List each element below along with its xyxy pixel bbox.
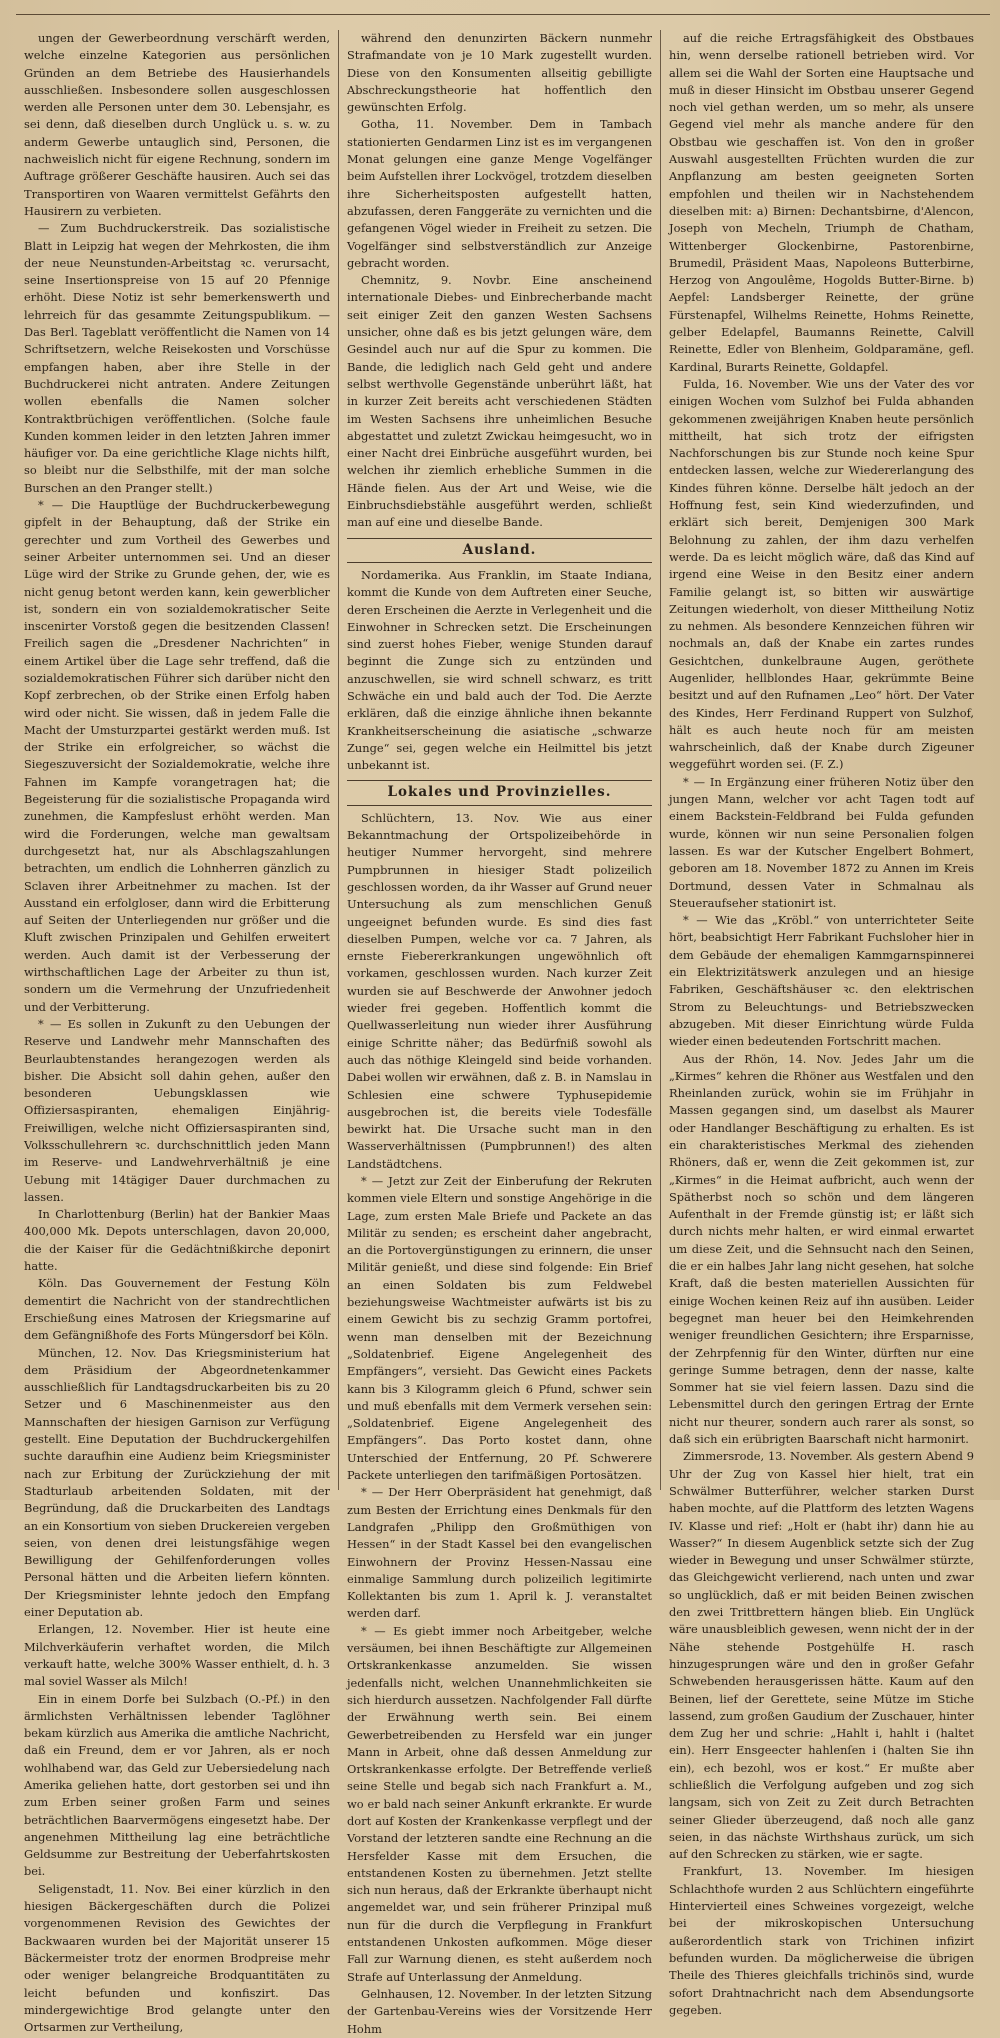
section-heading-ausland: Ausland. bbox=[347, 538, 652, 563]
article-buchdruckerstreik: — Zum Buchdruckerstreik. Das sozialistische Blatt in Leipzig hat wegen der Mehrkosten, die ihm der neue Neunstunden-Arbeitstag ꝛc. verursacht, seine Insertionspreise von 15 auf 20 Pfennige erhöht. Diese Notiz ist sehr bemerkenswerth und lehrreich für das gesammte Zeitungspublikum. — Das Berl. Tageblatt veröffentlicht die Namen von 14 Schriftsetzern, welche Reisekosten und Vorschüsse empfangen haben, aber ihre Stelle in der Buchdruckerei nicht antraten. Andere Zeitungen wollen ebenfalls die Namen solcher Kontraktbrüchigen veröffentlichen. (Solche faule Kunden kommen leider in den letzten Jahren immer häufiger vor. Da eine gerichtliche Klage nichts hilft, so bleibt nur die Selbsthilfe, mit der man solche Burschen an den Pranger stellt.) bbox=[24, 221, 330, 495]
top-rule bbox=[16, 14, 990, 15]
article-fulda: Fulda, 16. November. Wie uns der Vater des vor einigen Wochen vom Sulzhof bei Fulda abhanden gekommenen zweijährigen Knaben heute persönlich mittheilt, hat sich trotz der eifrigsten Nachforschungen bis zur Stunde noch keine Spur entdecken lassen, welche zur Wiedererlangung des Kindes führen könne. Derselbe hält jedoch an der Hoffnung fest, sein Kind wiederzufinden, und erklärt sich bereit, Demjenigen 300 Mark Belohnung zu zahlen, der ihm dazu verhelfen werde. Da es leicht möglich wäre, daß das Kind auf irgend eine Weise in den Besitz einer andern Familie gelangt ist, so bitten wir auswärtige Zeitungen wiederholt, von dieser Mittheilung Notiz zu nehmen. Als besondere Kennzeichen führen wir nochmals an, daß der Knabe ein zartes rundes Gesichtchen, dunkelbraune Augen, geröthete Augenlider, hellblondes Haar, gekrümmte Beine besitzt und auf den Rufnamen „Leo“ hört. Der Vater des Kindes, Herr Ferdinand Ruppert von Sulzhof, hält es auch heute noch für am meisten wahrscheinlich, daß der Knabe durch Zigeuner weggeführt worden sei. (F. Z.) bbox=[669, 376, 974, 772]
article-koeln: Köln. Das Gouvernement der Festung Köln dementirt die Nachricht von der standrechtlichen Erschießung eines Matrosen der Kriegsmarine auf dem Gefängnißhofe des Forts Müngersdorf bei Köln. bbox=[24, 1276, 330, 1343]
article-ortskrankenkasse: * — Es giebt immer noch Arbeitgeber, welche versäumen, bei ihnen Beschäftigte zur Allgemeinen Ortskrankenkasse anzumelden. Sie wissen jedenfalls nicht, welchen Unannehmlichkeiten sie sich hierdurch aussetzen. Nachfolgender Fall dürfte der Erwähnung werth sein. Bei einem Gewerbetreibenden zu Hersfeld war ein junger Mann in Arbeit, ohne daß dessen Anmeldung zur Ortskrankenkasse erfolgte. Der Betreffende verließ seine Stelle und begab sich nach Frankfurt a. M., wo er bald nach seiner Ankunft erkrankte. Er wurde dort auf Kosten der Krankenkasse verpflegt und der Vorstand der letzteren sandte eine Rechnung an die Hersfelder Kasse mit dem Ersuchen, die entstandenen Kosten zu übernehmen. Jetzt stellte sich nun heraus, daß der Erkrankte überhaupt nicht angemeldet war, und sein früherer Prinzipal muß nun für die durch die Verpflegung in Frankfurt entstandenen Unkosten aufkommen. Möge dieser Fall zur Warnung dienen, es steht außerdem noch Strafe auf Unterlassung der Anmeldung. bbox=[347, 1623, 652, 1984]
article-frankfurt: Frankfurt, 13. November. Im hiesigen Schlachthofe wurden 2 aus Schlüchtern eingeführte Hintervierteil eines Schweines vorgezeigt, welche bei der mikroskopischen Untersuchung außerordentlich stark von Trichinen infizirt befunden wurden. Da möglicherweise die übrigen Theile des Thieres gleichfalls trichinös sind, wurde sofort Drahtnachricht nach dem Absendungsorte gegeben. bbox=[669, 1864, 974, 2017]
columns bbox=[16, 30, 990, 2036]
article-nordamerika: Nordamerika. Aus Franklin, im Staate Indiana, kommt die Kunde von dem Auftreten einer Seuche, deren Erscheinen die Aerzte in Verlegenheit und die Einwohner in Schrecken setzt. Die Erscheinungen sind zuerst hohes Fieber, wenige Stunden darauf beginnt die Zunge sich zu entzünden und anzuschwellen, sie wird schnell schwarz, es tritt Schwäche ein und bald auch der Tod. Die Aerzte erklären, daß die einzige ähnliche ihnen bekannte Krankheitserscheinung die asiatische „schwarze Zunge“ sei, gegen welche ein Heilmittel bis jetzt unbekannt ist. bbox=[347, 567, 652, 773]
article-chemnitz: Chemnitz, 9. Novbr. Eine anscheinend internationale Diebes- und Einbrecherbande macht seit einiger Zeit den ganzen Westen Sachsens unsicher, ohne daß es bis jetzt gelungen wäre, dem Gesindel auch nur auf die Spur zu kommen. Die Bande, die lediglich nach Geld geht und andere selbst werthvolle Gegenstände unberührt läßt, hat in kurzer Zeit bereits acht verschiedenen Städten im Westen Sachsens ihre unheimlichen Besuche abgestattet und zuletzt Zwickau heimgesucht, wo in einer Nacht drei Einbrüche ausgeführt wurden, bei welchen ihr ziemlich erhebliche Summen in die Hände fielen. Aus der Art und Weise, wie die Einbruchsdiebstähle ausgeführt werden, schließt man auf eine und dieselbe Bande. bbox=[347, 273, 652, 530]
article-hauptluege: * — Die Hauptlüge der Buchdruckerbewegung gipfelt in der Behauptung, daß der Strike ein gerechter und zum Vortheil des Gewerbes und seiner Arbeiter unternommen sei. Und an dieser Lüge wird der Strike zu Grunde gehen, der, wie es nicht genug betont werden kann, kein gewerblicher ist, sondern ein von sozialdemokratischer Seite inscenirter Vorstoß gegen die besitzenden Classen! Freilich sagen die „Dresdener Nachrichten“ in einem Artikel über die Lage sehr treffend, daß die sozialdemokratischen Führer sich darüber nicht den Kopf zerbrechen, ob der Strike einen Erfolg haben wird oder nicht. Sie wissen, daß in jedem Falle die Macht der Umsturzpartei gestärkt werden muß. Ist der Strike ein erfolgreicher, so wächst die Siegeszuversicht der Sozialdemokratie, welche ihre Fahnen im Kampfe vorangetragen hat; die Begeisterung für die sozialistische Propaganda wird zunehmen, die Kampfeslust erhöht werden. Man wird die Forderungen, welche man gewaltsam durchgesetzt hat, nur als Abschlagszahlungen betrachten, um endlich die Lohnherren gänzlich zu Sclaven ihrer Arbeitnehmer zu machen. Ist der Ausstand ein erfolgloser, dann wird die Erbitterung auf Seiten der Unterliegenden nur größer und die Kluft zwischen Prinzipalen und Gehilfen erweitert werden. Auch damit ist der Verbesserung der wirthschaftlichen Lage der Arbeiter zu thun ist, sondern um die Vermehrung der Unzufriedenheit und der Verbitterung. bbox=[24, 498, 330, 1014]
section-heading-lokales: Lokales und Provinzielles. bbox=[347, 780, 652, 805]
article-zimmersrode: Zimmersrode, 13. November. Als gestern Abend 9 Uhr der Zug von Kassel hier hielt, trat ein Schwälmer Butterführer, welcher starken Durst haben mochte, auf die Plattform des letzten Wagens IV. Klasse und rief: „Holt er (habt ihr) dann hie au Wasser?“ In diesem Augenblick setzte sich der Zug wieder in Bewegung und unser Schwälmer stürzte, das Gleichgewicht verlierend, nach unten und zwar so unglücklich, daß er mit beiden Beinen zwischen den zwei Trittbrettern hängen blieb. Ein Unglück wäre unausbleiblich gewesen, wenn nicht der in der Nähe stehende Postgehülfe H. rasch hinzugesprungen wäre und den in großer Gefahr Schwebenden herausgerissen hätte. Kaum auf den Beinen, lief der Gerettete, seine Mütze im Stiche lassend, zum großen Gaudium der Zuschauer, hinter dem Zug her und schrie: „Hahlt i, hahlt i (haltet ein). Herr Ensgeecter hahlenſen i (halten Sie ihn ein), ech bezohl, wos er kost.“ Er mußte aber schließlich die Verfolgung aufgeben und zog sich langsam, sich von Zeit zu Zeit durch Betrachten seiner Glieder überzeugend, daß noch alle ganz seien, in das nächste Wirthshaus zurück, um sich auf den Schrecken zu stärken, wie er sagte. bbox=[669, 1449, 974, 1862]
article-seligenstadt-cont: während den denunzirten Bäckern nunmehr Strafmandate von je 10 Mark zugestellt wurden. Diese von den Konsumenten allseitig gebilligte Abschreckungstheorie hat hoffentlich den gewünschten Erfolg. bbox=[347, 31, 652, 115]
article-fulda-ergaenzung: * — In Ergänzung einer früheren Notiz über den jungen Mann, welcher vor acht Tagen todt auf einem Backstein-Feldbrand bei Fulda gefunden wurde, können wir nun seine Personalien folgen lassen. Es war der Kutscher Engelbert Bohmert, geboren am 18. November 1872 zu Annen im Kreis Dortmund, dessen Vater in Schmalnau als Steueraufseher stationirt ist. bbox=[669, 774, 974, 910]
column-3 bbox=[660, 30, 982, 2017]
article-gotha: Gotha, 11. November. Dem in Tambach stationierten Gendarmen Linz ist es im vergangenen Monat gelungen eine ganze Menge Vogelfänger beim Aufstellen ihrer Lockvögel, trotzdem dieselben ihre Sicherheitsposten aufgestellt hatten, abzufassen, deren Fanggeräte zu vernichten und die gefangenen Vögel wieder in Freiheit zu setzen. Die Vogelfänger sind selbstverständlich zur Anzeige gebracht worden. bbox=[347, 117, 652, 270]
article-sulzbach: Ein in einem Dorfe bei Sulzbach (O.-Pf.) in den ärmlichsten Verhältnissen lebender Taglöhner bekam kürzlich aus Amerika die amtliche Nachricht, daß ein Freund, dem er vor Jahren, als er noch wohlhabend war, das Geld zur Uebersiedelung nach Amerika geliehen hatte, dort gestorben sei und ihn zum Erben seiner großen Farm und seines beträchtlichen Baarvermögens eingesetzt habe. Der angenehmen Mittheilung lag eine beträchtliche Geldsumme zur Bestreitung der Ueberfahrtskosten bei. bbox=[24, 1691, 330, 1879]
article-denkmal-philipp: * — Der Herr Oberpräsident hat genehmigt, daß zum Besten der Errichtung eines Denkmals für den Landgrafen „Philipp den Großmüthigen von Hessen“ in der Stadt Kassel bei den evangelischen Einwohnern der Provinz Hessen-Nassau eine einmalige Sammlung durch polizeilich legitimirte Kollektanten bis zum 1. April k. J. veranstaltet werden darf. bbox=[347, 1485, 652, 1621]
column-2 bbox=[338, 30, 660, 2036]
article-rekruten-porto: * — Jetzt zur Zeit der Einberufung der Rekruten kommen viele Eltern und sonstige Angehörige in die Lage, zum ersten Male Briefe und Packete an das Militär zu senden; es erscheint daher angebracht, an die Portovergünstigungen zu erinnern, die unser Militär genießt, und diese sind folgende: Ein Brief an einen Soldaten bis zum Feldwebel beziehungsweise Wachtmeister aufwärts ist bis zu einem Gewicht bis zu sechzig Gramm portofrei, wenn man denselben mit der Bezeichnung „Soldatenbrief. Eigene Angelegenheit des Empfängers“, versieht. Das Gewicht eines Packets kann bis 3 Kilogramm gleich 6 Pfund, schwer sein und muß ebenfalls mit dem Vermerk versehen sein: „Soldatenbrief. Eigene Angelegenheit des Empfängers“. Das Porto kostet dann, ohne Unterschied der Entfernung, 20 Pf. Schwerere Packete unterliegen den tarifmäßigen Portosätzen. bbox=[347, 1174, 652, 1483]
article-muenchen: München, 12. Nov. Das Kriegsministerium hat dem Präsidium der Abgeordnetenkammer ausschließlich für Landtagsdruckarbeiten bis zu 20 Setzer und 6 Maschinenmeister aus den Mannschaften der hiesigen Garnison zur Verfügung gestellt. Eine Deputation der Buchdruckergehilfen suchte daraufhin eine Audienz beim Kriegsminister nach zur Erbitung der Zurückziehung der mit Stadturlaub arbeitenden Soldaten, mit der Begründung, daß die Druckarbeiten des Landtags an ein Konsortium von sieben Druckereien vergeben seien, von denen drei leistungsfähige wegen Bewilligung der Gehilfenforderungen volles Personal hätten und die Arbeiten liefern könnten. Der Kriegsminister lehnte jedoch den Empfang einer Deputation ab. bbox=[24, 1345, 330, 1620]
article-hausierhandel: ungen der Gewerbeordnung verschärft werden, welche einzelne Kategorien aus persönlichen Gründen an dem Betriebe des Hausierhandels ausschließen. Insbesondere sollen ausgeschlossen werden alle Personen unter dem 30. Lebensjahr, es sei denn, daß dieselben durch Unglück u. s. w. zu anderm Gewerbe untauglich sind, Personen, die nachweislich nicht für eigene Rechnung, sondern im Auftrage größerer Geschäfte hausiren. Auch sei das Transportiren von Waaren vermittelst Gefährts den Hausirern zu verbieten. bbox=[24, 31, 330, 218]
column-1 bbox=[16, 30, 338, 2035]
article-obstbau: auf die reiche Ertragsfähigkeit des Obstbaues hin, wenn derselbe rationell betrieben wird. Vor allem sei die Wahl der Sorten eine Hauptsache und muß in dieser Hinsicht im Obstbau unserer Gegend noch viel gethan werden, um so mehr, als unsere Gegend viel mehr als manche andere für den Obstbau wie geschaffen ist. Von den in großer Auswahl ausgestellten Früchten wurden die zur Anpflanzung am besten geeigneten Sorten empfohlen und theilen wir in Nachstehendem dieselben mit: a) Birnen: Dechantsbirne, d'Alencon, Joseph von Mecheln, Triumph de Chatham, Wittenberger Glockenbirne, Pastorenbirne, Brumedil, Präsident Maas, Napoleons Butterbirne, Herzog von Angoulême, Hogolds Butter-Birne. b) Aepfel: Landsberger Reinette, der grüne Fürstenapfel, Wilhelms Reinette, Hohms Reinette, gelber Edelapfel, Baumanns Reinette, Calvill Reinette, Edler von Blenheim, Goldparamäne, gefl. Kardinal, Burarts Reinette, Goldapfel. bbox=[669, 31, 974, 374]
article-gelnhausen: Gelnhausen, 12. November. In der letzten Sitzung der Gartenbau-Vereins wies der Vorsitzende Herr Hohm bbox=[347, 1986, 652, 2036]
article-schluechtern: Schlüchtern, 13. Nov. Wie aus einer Bekanntmachung der Ortspolizeibehörde in heutiger Nummer hervorgeht, sind mehrere Pumpbrunnen in hiesiger Stadt polizeilich geschlossen worden, da ihr Wasser auf Grund neuer Untersuchung als zum menschlichen Genuß ungeeignet befunden wurde. Es sind dies fast dieselben Pumpen, welche vor ca. 7 Jahren, als ernste Fiebererkrankungen ungewöhnlich oft vorkamen, geschlossen wurden. Nach kurzer Zeit wurden sie auf Beschwerde der Anwohner jedoch wieder frei gegeben. Hoffentlich kommt die Quellwasserleitung nun wieder ihrer Ausführung einige Schritte näher; das Bedürfniß sowohl als auch das nöthige Kleingeld sind beide vorhanden. Dabei wollen wir erwähnen, daß z. B. in Namslau in Schlesien eine schwere Typhusepidemie ausgebrochen ist, die bereits viele Todesfälle bewirkt hat. Die Ursache sucht man in den Wasserverhältnissen (Pumpbrunnen!) des alten Landstädtchens. bbox=[347, 810, 652, 1171]
article-seligenstadt: Seligenstadt, 11. Nov. Bei einer kürzlich in den hiesigen Bäckergeschäften durch die Polizei vorgenommenen Revision des Gewichtes der Backwaaren wurden bei der Majorität unserer 15 Bäckermeister trotz der enormen Brodpreise mehr oder weniger belangreiche Brodquantitäten zu leicht befunden und konfiszirt. Das mindergewichtige Brod gelangte unter den Ortsarmen zur Vertheilung, bbox=[24, 1881, 330, 2035]
article-charlottenburg: In Charlottenburg (Berlin) hat der Bankier Maas 400,000 Mk. Depots unterschlagen, davon 20,000, die der Kaiser für die Gedächtnißkirche deponirt hatte. bbox=[24, 1207, 330, 1274]
article-reserve-uebungen: * — Es sollen in Zukunft zu den Uebungen der Reserve und Landwehr mehr Mannschaften des Beurlaubtenstandes herangezogen werden als bisher. Die Absicht soll dahin gehen, außer den besonderen Uebungsklassen wie Offiziersaspiranten, ehemaligen Einjährig-Freiwilligen, welche nicht Offiziersaspiranten sind, Volksschullehrern ꝛc. durchschnittlich jeden Mann im Reserve- und Landwehrverhältniß je eine Uebung mit 14tägiger Dauer durchmachen zu lassen. bbox=[24, 1016, 330, 1204]
article-erlangen: Erlangen, 12. November. Hier ist heute eine Milchverkäuferin verhaftet worden, die Milch verkauft hatte, welche 300% Wasser enthielt, d. h. 3 mal soviel Wasser als Milch! bbox=[24, 1622, 330, 1689]
article-rhoen: Aus der Rhön, 14. Nov. Jedes Jahr um die „Kirmes“ kehren die Rhöner aus Westfalen und den Rheinlanden zurück, wohin sie im Frühjahr in Massen gegangen sind, um daselbst als Maurer oder Handlanger Beschäftigung zu erhalten. Es ist ein charakteristisches Merkmal des ziehenden Rhöners, daß er, wenn die Zeit gekommen ist, zur „Kirmes“ in die Heimat aufbricht, auch wenn der Spätherbst noch so schön und dem längeren Aufenthalt in der Fremde günstig ist; er läßt sich durch nichts mehr halten, er wird einmal erwartet um diese Zeit, und die Sehnsucht nach den Seinen, die er ein halbes Jahr lang nicht gesehen, hat solche Kraft, daß die besten materiellen Aussichten für einige Wochen keinen Reiz auf ihn ausüben. Leider begegnet man heuer bei den Heimkehrenden weniger freundlichen Gesichtern; ihre Ersparnisse, der Zehrpfennig für den Winter, dürften nur eine geringe Summe betragen, denn der nasse, kalte Sommer hat sie viel feiern lassen. Dazu sind die Lebensmittel durch den geringen Ertrag der Ernte nicht nur theurer, sondern auch rarer als sonst, so daß sich ein erübrigten Baarschaft nicht harmonirt. bbox=[669, 1051, 974, 1447]
article-elektrizitaetswerk: * — Wie das „Kröbl.“ von unterrichteter Seite hört, beabsichtigt Herr Fabrikant Fuchsloher hier in dem Gebäude der ehemaligen Kammgarnspinnerei ein Elektrizitätswerk anzulegen und an hiesige Fabriken, Geschäftshäuser ꝛc. den elektrischen Strom zu Beleuchtungs- und Betriebszwecken abzugeben. Mit dieser Einrichtung würde Fulda wieder einen bedeutenden Fortschritt machen. bbox=[669, 913, 974, 1049]
